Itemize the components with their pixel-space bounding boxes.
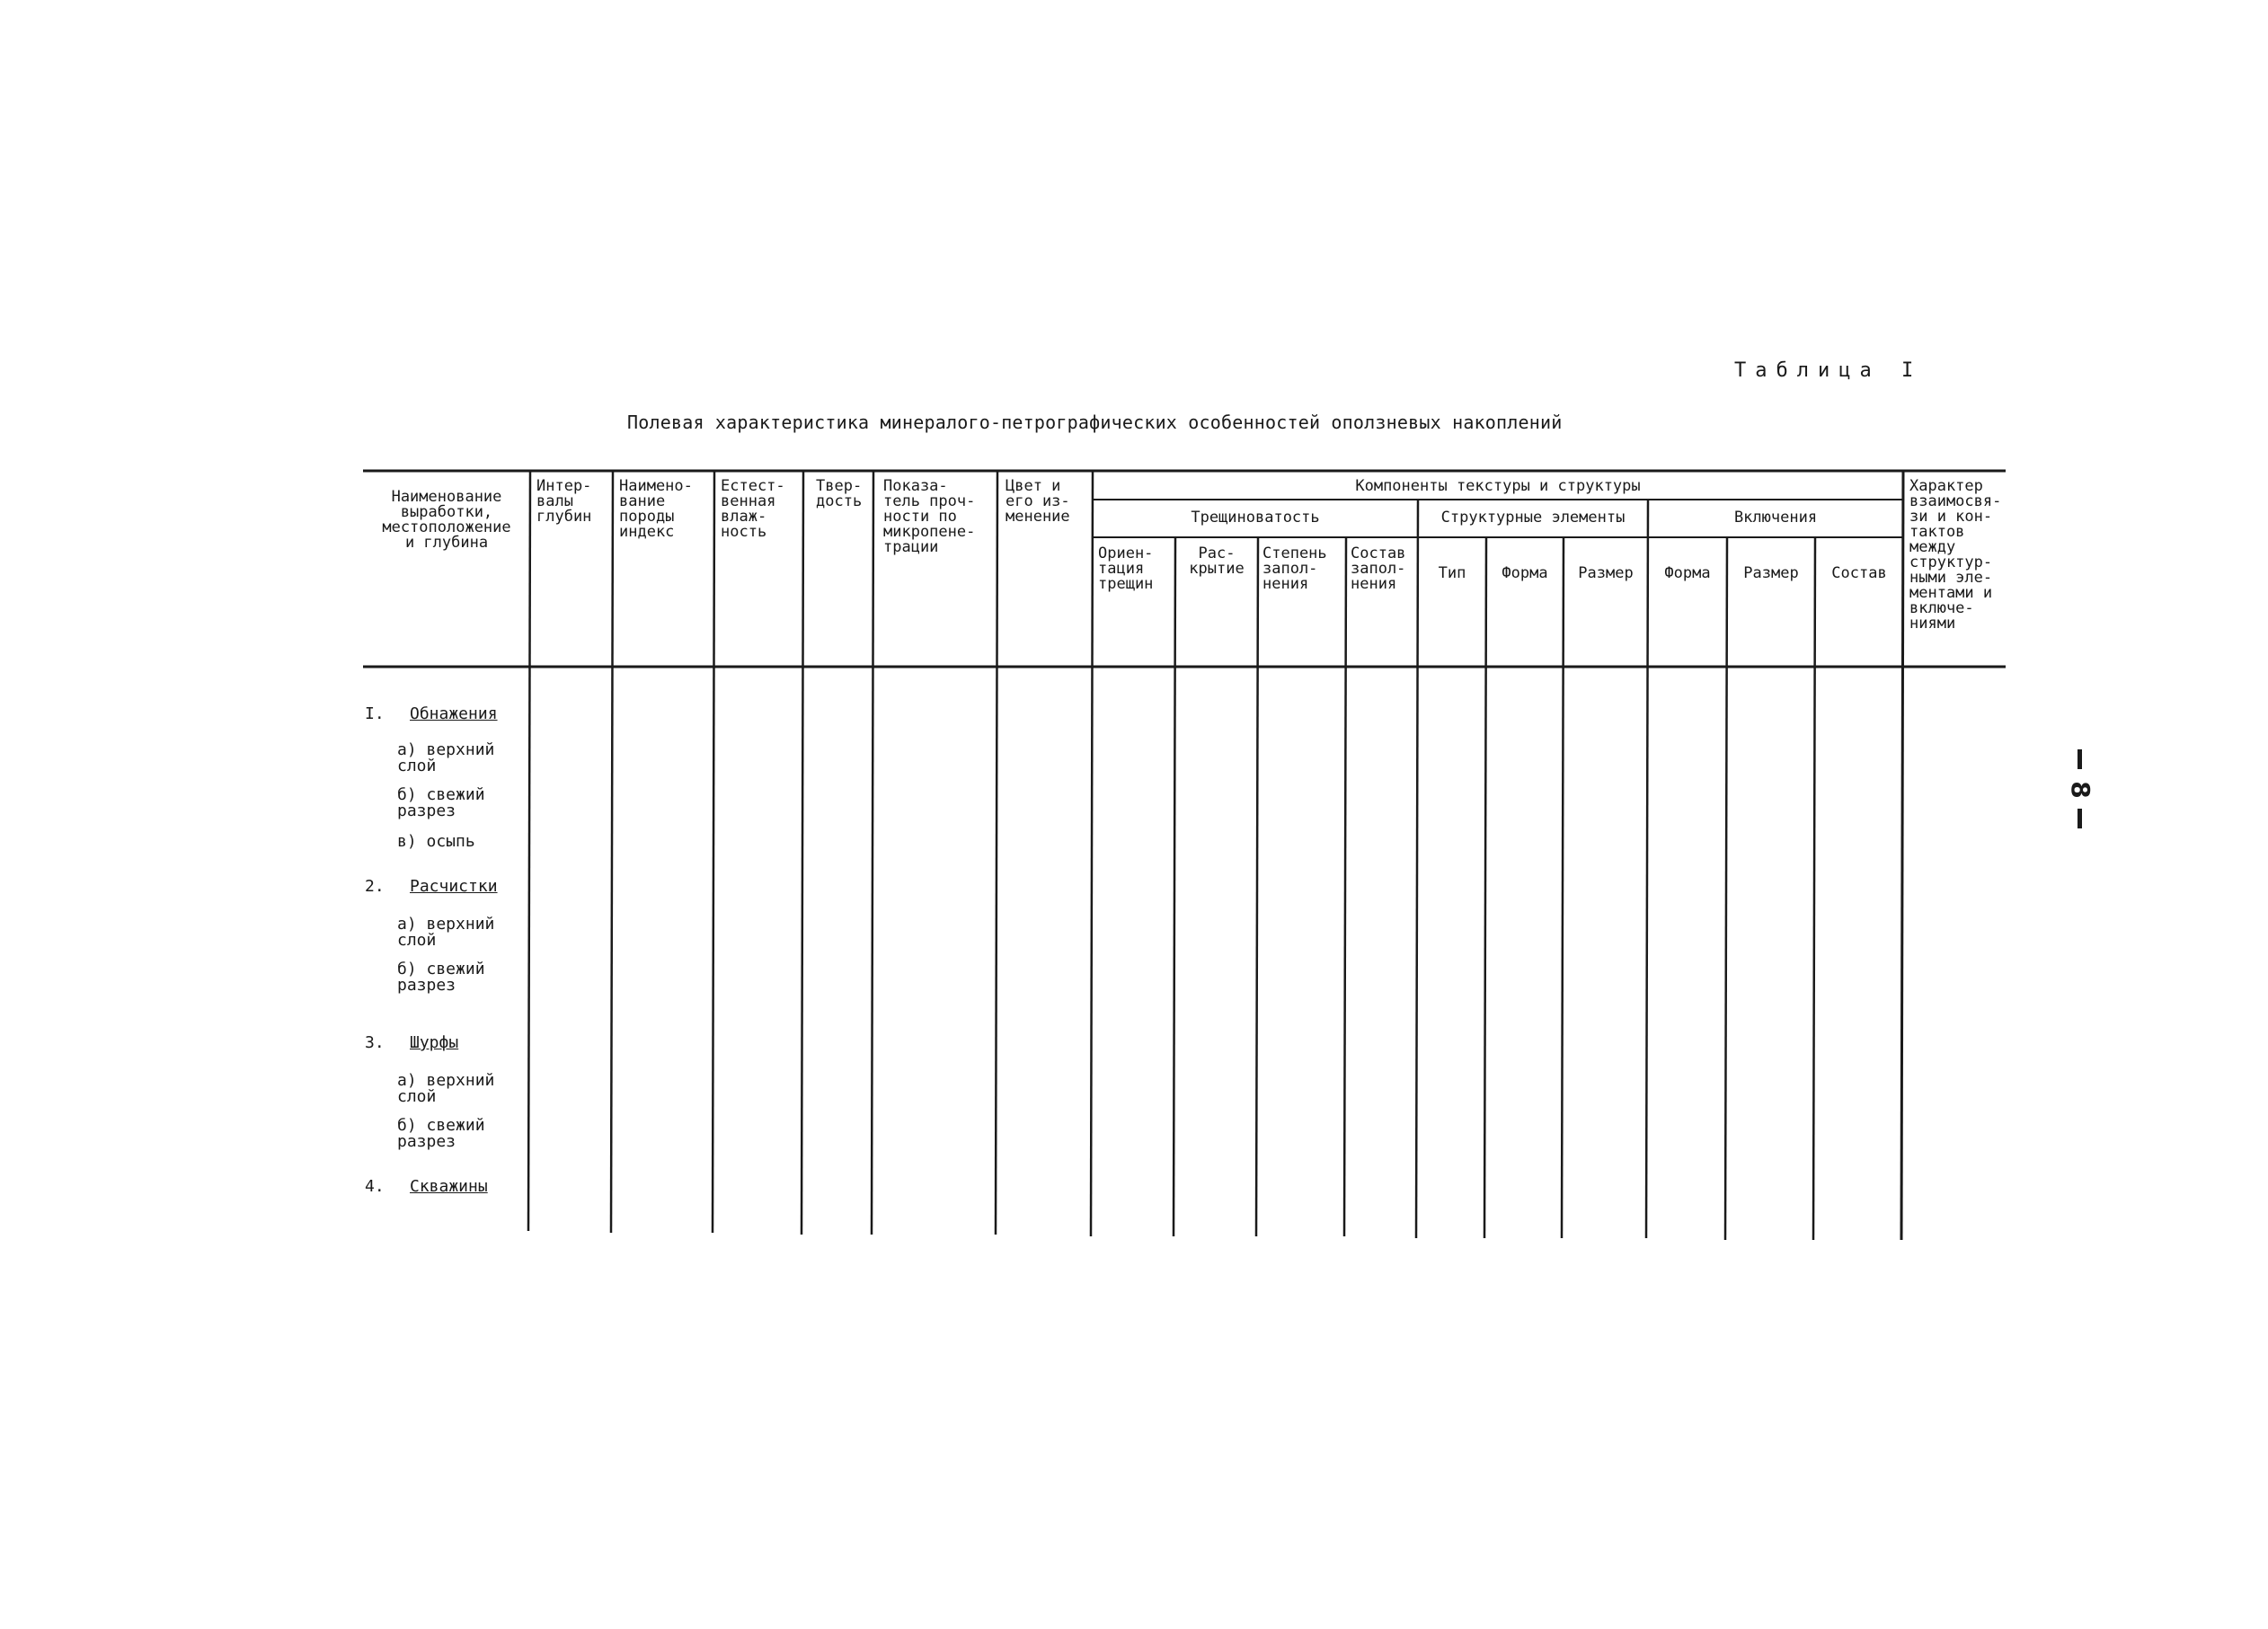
- header-fracturing: Трещиноватость: [1191, 509, 1320, 527]
- header-components: Компоненты текстуры и структуры: [1355, 477, 1641, 495]
- vline-10: [1344, 537, 1346, 1236]
- vline-12: [1484, 537, 1486, 1238]
- row-label: а) верхний слой: [397, 1071, 495, 1106]
- header-depth-intervals: Интер- валы глубин: [536, 477, 592, 526]
- vline-9: [1256, 537, 1258, 1236]
- header-fill-degree: Степень запол- нения: [1262, 544, 1327, 593]
- vline-16: [1813, 537, 1815, 1240]
- section-number: 4.: [365, 1177, 385, 1196]
- table-title: Полевая характеристика минералого-петрографических особенностей оползневых накоплений: [627, 412, 1563, 433]
- vline-4: [802, 471, 803, 1235]
- row-label: а) верхний слой: [397, 915, 495, 950]
- header-excavation: Наименование выработки, местоположение и глубина: [382, 488, 511, 552]
- header-fill-composition: Состав запол- нения: [1351, 544, 1406, 593]
- vline-8: [1174, 537, 1175, 1236]
- section-number: I.: [365, 704, 385, 723]
- vline-5: [872, 471, 873, 1235]
- table-label: Таблица I: [1734, 359, 1923, 382]
- header-hardness: Твер- дость: [816, 477, 863, 510]
- section-number: 2.: [365, 877, 385, 896]
- row-label: в) осыпь: [397, 832, 475, 851]
- vline-2: [611, 471, 613, 1233]
- vline-1: [528, 471, 530, 1231]
- section-label: Скважины: [410, 1177, 488, 1196]
- header-form-structural: Форма: [1502, 564, 1548, 582]
- row-label: б) свежий разрез: [397, 960, 485, 995]
- header-composition-inclusions: Состав: [1831, 564, 1887, 582]
- vline-15: [1725, 537, 1727, 1240]
- header-size-inclusions: Размер: [1743, 564, 1799, 582]
- header-color: Цвет и его из- менение: [1006, 477, 1070, 526]
- row-label: а) верхний слой: [397, 740, 495, 775]
- vline-7: [1091, 471, 1093, 1236]
- vline-14: [1646, 500, 1648, 1238]
- header-moisture: Естест- венная влаж- ность: [721, 477, 785, 541]
- section-label: Расчистки: [410, 877, 498, 896]
- section-label: Шурфы: [410, 1033, 459, 1052]
- header-relationship: Характер взаимосвя- зи и кон- тактов между структур- ными эле- ментами и включе- ниями: [1909, 477, 2002, 633]
- vline-11: [1416, 500, 1418, 1238]
- vline-3: [713, 471, 714, 1233]
- section-label: Обнажения: [410, 704, 498, 723]
- header-type: Тип: [1438, 564, 1466, 582]
- header-crack-orientation: Ориен- тация трещин: [1098, 544, 1154, 593]
- header-inclusions: Включения: [1733, 509, 1818, 527]
- section-number: 3.: [365, 1033, 385, 1052]
- header-structural-elements: Структурные элементы: [1440, 509, 1626, 527]
- header-size-structural: Размер: [1578, 564, 1634, 582]
- header-form-inclusions: Форма: [1664, 564, 1711, 582]
- header-strength: Показа- тель проч- ности по микропене- трации: [883, 477, 976, 556]
- page-number-value: 8: [2066, 781, 2095, 799]
- vline-17: [1901, 471, 1903, 1240]
- row-label: б) свежий разрез: [397, 785, 485, 820]
- vline-6: [996, 471, 997, 1235]
- header-crack-opening: Рас- крытие: [1189, 544, 1245, 578]
- row-label: б) свежий разрез: [397, 1116, 485, 1151]
- header-rock-name: Наимено- вание породы индекс: [619, 477, 693, 541]
- vline-13: [1562, 537, 1564, 1238]
